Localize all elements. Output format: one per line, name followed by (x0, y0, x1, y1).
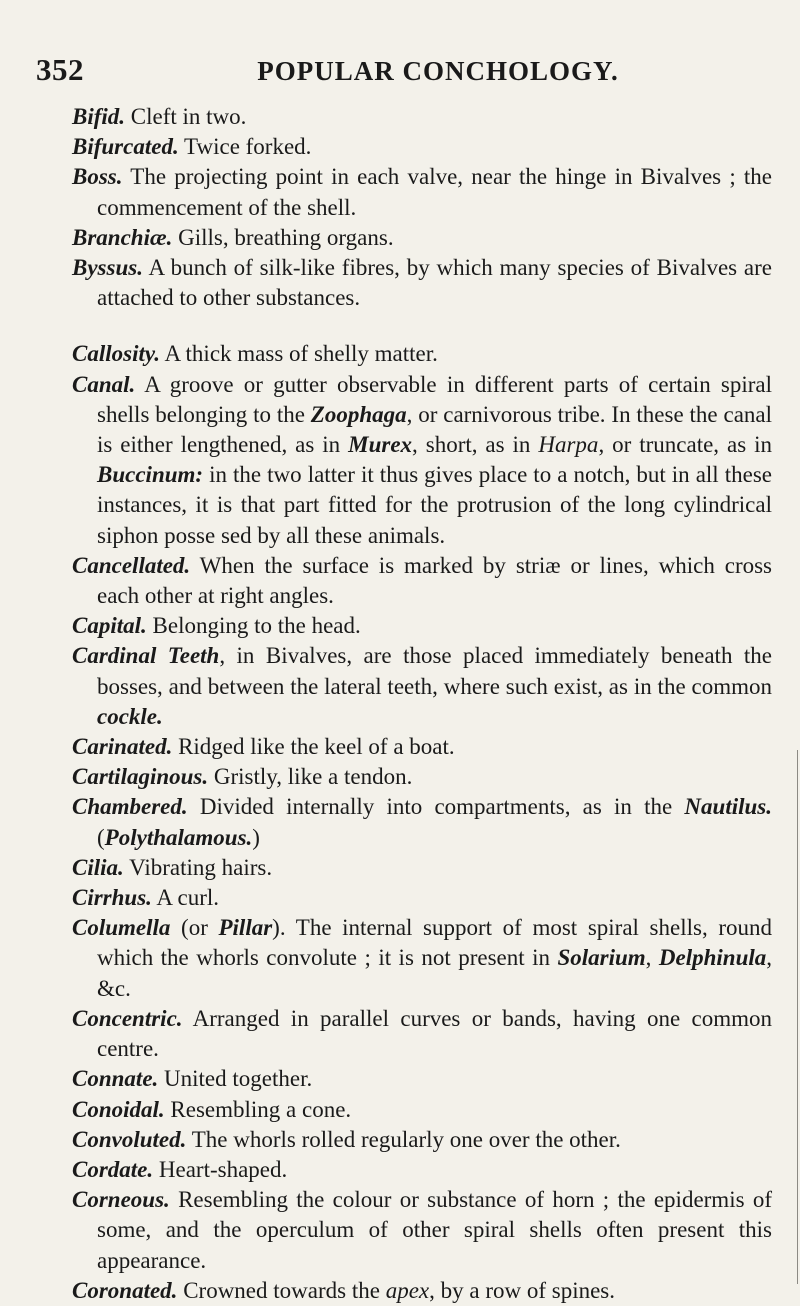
entry-italic: cockle. (97, 703, 163, 729)
entry-term: Cilia. (72, 854, 124, 880)
entry-term: Carinated. (72, 734, 173, 760)
glossary-entry (72, 102, 772, 132)
glossary-entry (72, 611, 772, 641)
entry-term: Chambered. (72, 794, 188, 820)
glossary-entry (72, 883, 772, 913)
entry-definition: Ridged like the keel of a boat. (172, 734, 455, 760)
entry-italic: Buccinum: (97, 462, 204, 488)
glossary-entry (72, 1064, 772, 1094)
entry-definition: A bunch of silk-like fibres, by which many species of Bivalves are attached to other substances. (97, 255, 772, 311)
entry-term: Canal. (72, 371, 136, 397)
glossary-entry (72, 132, 772, 162)
entry-definition: ) (252, 824, 260, 850)
entry-italic: Zoophaga (310, 401, 407, 427)
entry-definition: , by a row of spines. (429, 1277, 615, 1303)
entry-definition: The whorls rolled regularly one over the other. (186, 1126, 621, 1152)
entry-italic: Murex (348, 432, 413, 458)
entry-definition: A thick mass of shelly matter. (159, 341, 438, 367)
glossary-body (72, 102, 772, 1306)
entry-term: Cordate. (72, 1156, 154, 1182)
entry-italic: apex (385, 1277, 430, 1303)
entry-term: Corneous. (72, 1187, 170, 1213)
entry-italic: Nautilus. (684, 794, 772, 820)
glossary-entry (72, 1095, 772, 1125)
entry-term: Byssus. (72, 255, 143, 281)
entry-term: Connate. (72, 1066, 159, 1092)
glossary-entry (72, 1276, 772, 1306)
entry-term: Columella (72, 915, 171, 941)
entry-definition: Vibrating hairs. (123, 854, 273, 880)
entry-definition: , &c. (97, 945, 773, 1001)
entry-definition: ). The internal support of most spiral shells, round which the whorls convolute ; it is not present in (97, 915, 772, 971)
glossary-entry (72, 551, 772, 611)
entry-italic: Harpa (538, 432, 599, 458)
entry-term: Cancellated. (72, 552, 191, 578)
entry-definition: Gills, breathing organs. (172, 224, 394, 250)
entry-definition: ( (97, 824, 105, 850)
page-edge-rule (797, 750, 798, 1284)
entry-term: Branchiæ. (72, 224, 173, 250)
entry-italic: Pillar (218, 915, 273, 941)
glossary-entry (72, 762, 772, 792)
entry-term: Bifid. (72, 104, 126, 129)
entry-term: Convoluted. (72, 1126, 187, 1152)
entry-definition: The projecting point in each valve, near the hinge in Bivalves ; the commencement of the shell. (97, 164, 772, 220)
page-header (36, 52, 770, 92)
glossary-entry (72, 1185, 772, 1276)
entry-italic: Solarium (557, 945, 646, 971)
entry-definition: Crowned towards the (177, 1277, 386, 1303)
glossary-entry (72, 370, 772, 551)
entry-definition: United together. (158, 1066, 313, 1092)
glossary-entry (72, 162, 772, 222)
entry-definition: Resembling a cone. (164, 1096, 352, 1122)
entry-definition: in the two latter it thus gives place to a notch, but in all these instances, it is that part fitted for the protrusion of the long cylindrical siphon posse sed by all these animals. (97, 462, 772, 548)
entry-definition: , or truncate, as in (598, 432, 772, 458)
entry-term: Conoidal. (72, 1096, 165, 1122)
glossary-entry (72, 913, 772, 1004)
entry-term: Cirrhus. (72, 885, 152, 911)
entry-definition: , short, as in (412, 432, 539, 458)
glossary-entry (72, 732, 772, 762)
entry-definition: Arranged in parallel curves or bands, having one common centre. (97, 1005, 772, 1062)
page-number: 352 (36, 52, 84, 87)
entry-term: Capital. (72, 613, 147, 639)
glossary-entry (72, 253, 772, 313)
entry-definition: Belonging to the head. (146, 613, 361, 639)
entry-term: Bifurcated. (72, 134, 179, 160)
entry-definition: A groove or gutter observable in different parts of certain spiral shells belonging to the (97, 371, 772, 427)
glossary-entry (72, 641, 772, 732)
entry-italic: Polythalamous. (104, 824, 253, 850)
glossary-entry (72, 792, 772, 852)
entry-definition: , or carnivorous tribe. In these the canal is either lengthened, as in (97, 401, 772, 458)
entry-term: Coronated. (72, 1277, 178, 1303)
glossary-entry (72, 1125, 772, 1155)
glossary-entry (72, 1155, 772, 1185)
glossary-entry (72, 339, 772, 369)
entry-term: Concentric. (72, 1005, 183, 1031)
entry-term: Callosity. (72, 341, 160, 367)
running-head: POPULAR CONCHOLOGY. (257, 56, 619, 86)
glossary-entry (72, 223, 772, 253)
entry-definition: When the surface is marked by striæ or lines, which cross each other at right angles. (97, 552, 772, 609)
entry-definition: , (645, 945, 659, 971)
entry-definition: Resembling the colour or substance of horn ; the epidermis of some, and the operculum of other spiral shells often present this appearance. (97, 1187, 772, 1273)
entry-term: Cardinal Teeth (72, 643, 220, 669)
entry-definition: Gristly, like a tendon. (208, 764, 413, 790)
entry-definition: Divided internally into compartments, as in the (187, 794, 685, 820)
entry-italic: Delphinula (658, 945, 767, 971)
entry-definition: Twice forked. (178, 134, 312, 160)
entry-definition: A curl. (151, 885, 220, 911)
entry-definition: Cleft in two. (125, 104, 247, 129)
entry-definition: (or (170, 915, 219, 941)
glossary-entry (72, 1004, 772, 1064)
glossary-entry (72, 853, 772, 883)
entry-term: Boss. (72, 164, 123, 190)
entry-definition: , in Bivalves, are those placed immediately beneath the bosses, and between the lateral teeth, where such exist, as in the common (97, 643, 772, 699)
entry-term: Cartilaginous. (72, 764, 209, 790)
entry-definition: Heart-shaped. (153, 1156, 288, 1182)
